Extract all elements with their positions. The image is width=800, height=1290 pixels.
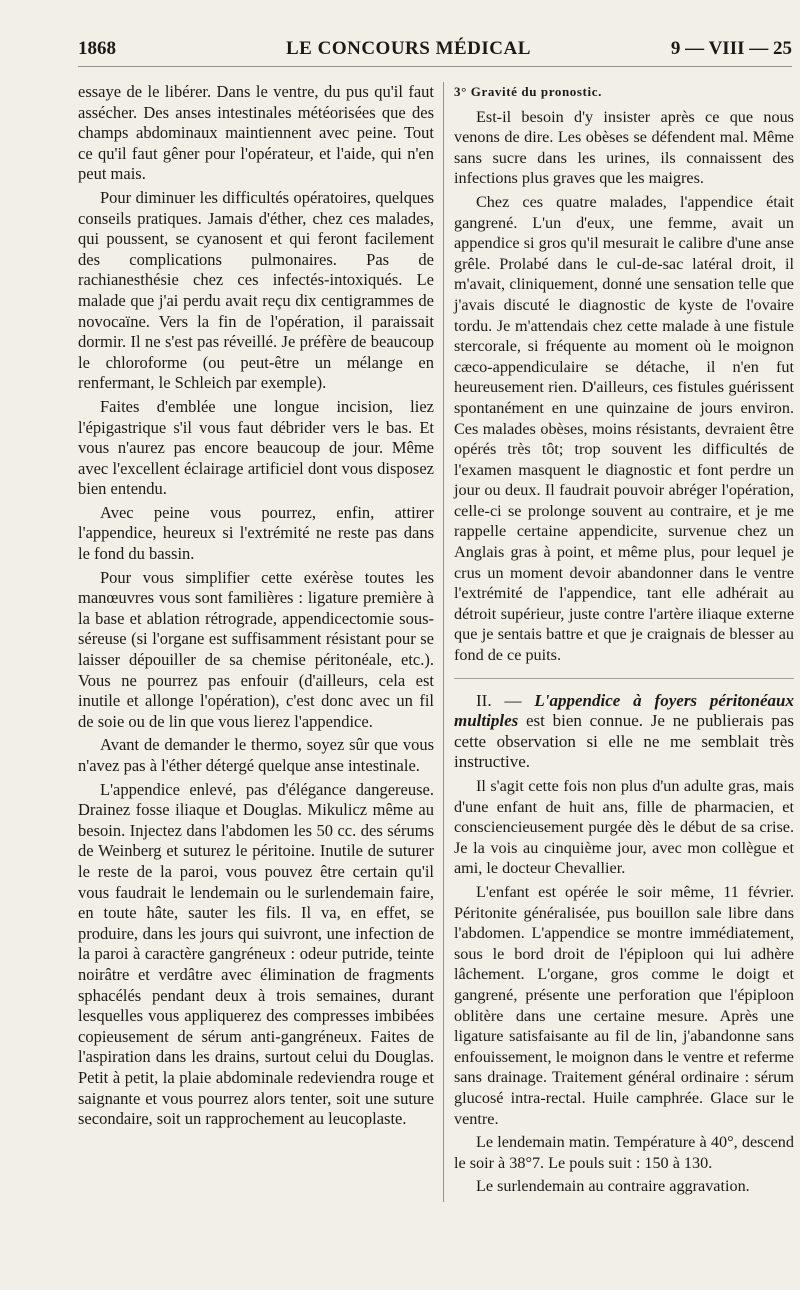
issue-date: 9 — VIII — 25 <box>670 38 792 59</box>
page-header <box>78 34 792 64</box>
section-divider <box>454 678 794 679</box>
journal-title: LE CONCOURS MÉDICAL <box>286 38 531 59</box>
section-title: L'appendice à foyers péritonéaux multiples <box>454 690 794 731</box>
paragraph: L'enfant est opérée le soir même, 11 février. Péritonite généralisée, pus bouillon sale libre dans l'abdomen. L'appendice se montre immédiatement, sous le bord droit de l'épiploon qui lui adhère lâchement. L'organe, gros comme le doigt et gangrené, présente une perforation que l'épiploon oblitère dans une certaine mesure. Après une ligature satisfaisante au fil de lin, j'abandonne sans enfouissement, le moignon dans le ventre et referme sans drainage. Traitement général ordinaire : sérum glucosé intra-rectal. Huile camphrée. Glace sur le ventre. <box>454 882 794 1128</box>
paragraph: Pour vous simplifier cette exérèse toutes les manœuvres vous sont familières : ligature première à la base et ablation rétrograde, appendicectomie sous-séreuse (si l'organe est suffisamment résistant pour se laisser dépouiller de sa chemise péritonéale, etc.). Vous ne pourrez pas enfouir (d'ailleurs, cela est inutile et allonge l'opération), c'est donc avec un fil de soie ou de lin que vous lierez l'appendice. <box>78 567 434 731</box>
page-number: 1868 <box>78 38 116 59</box>
paragraph: Pour diminuer les difficultés opératoires, quelques conseils pratiques. Jamais d'éther, chez ces malades, qui poussent, se cyanosent et qui feront facilement des complications pulmonaires. Pas de rachianesthésie chez ces infectés-intoxiqués. Le malade que j'ai perdu avait reçu dix centigrammes de novocaïne. Vers la fin de l'opération, il paraissait dormir. Il ne s'est pas réveillé. Je préfère de beaucoup le chloroforme (ou peut-être un mélange en renfermant, le Schleich par exemple). <box>78 187 434 393</box>
paragraph: Chez ces quatre malades, l'appendice était gangrené. L'un d'eux, une femme, avait un appendice si gros qu'il mesurait le calibre d'une anse grêle. Prolabé dans le cul-de-sac latéral droit, il m'avait, cliniquement, donné une sensation telle que j'avais discuté le diagnostic de kyste de l'ovaire tordu. Je m'attendais chez cette malade à une fistule stercorale, si fréquente au moment où le moignon cæco-appendiculaire se détache, il n'en fut heureusement rien. D'ailleurs, ces fistules guérissent spontanément en une quinzaine de jours environ. Ces malades obèses, moins résistants, devraient être opérés très tôt; trop souvent les difficultés de l'examen masquent le diagnostic et font perdre un jour ou deux. Il faudrait pouvoir abréger l'opération, celle-ci se prolonge souvent au contraire, et je me rappelle certaine appendicite, survenue chez un Anglais gras à point, et même plus, pour lequel je crus un moment devoir abandonner dans le ventre l'extrémité de l'appendice, tant elle adhérait au détroit supérieur, juste contre l'artère iliaque externe que je sentais battre et que je craignais de blesser au fond de ce puits. <box>454 192 794 665</box>
section-heading-paragraph <box>454 691 794 773</box>
column-divider <box>443 82 444 1202</box>
paragraph: Avant de demander le thermo, soyez sûr que vous n'avez pas à l'éther détergé quelque anse intestinale. <box>78 735 434 775</box>
paragraph: Est-il besoin d'y insister après ce que nous venons de dire. Les obèses se défendent mal. Même sans sucre dans les urines, ils connaissent des infections plus graves que les maigres. <box>454 107 794 188</box>
section-intro: est bien connue. Je ne publierais pas cette observation si elle ne me semblait très instructive. <box>454 711 794 772</box>
section-number: II. — <box>476 690 522 710</box>
subsection-heading: 3° Gravité du pronostic. <box>454 84 602 99</box>
header-rule <box>78 66 792 67</box>
right-column <box>454 82 794 1200</box>
paragraph: Faites d'emblée une longue incision, liez l'épigastrique s'il vous faut débrider vers le bas. Et vous n'aurez pas encore beaucoup de jour. Même avec l'excellent éclairage artificiel dont vous disposez bien entendu. <box>78 396 434 499</box>
paragraph: essaye de le libérer. Dans le ventre, du pus qu'il faut assécher. Des anses intestinales météorisées que des champs abdominaux maintiennent avec peine. Tout ce qu'il faut gêner pour l'opérateur, et l'aide, qui n'en peut mais. <box>78 82 434 184</box>
left-column <box>78 82 434 1133</box>
paragraph: Le surlendemain au contraire aggravation. <box>476 1177 750 1196</box>
paragraph: Avec peine vous pourrez, enfin, attirer l'appendice, heureux si l'extrémité ne reste pas dans le fond du bassin. <box>78 502 434 564</box>
paragraph: L'appendice enlevé, pas d'élégance dangereuse. Drainez fosse iliaque et Douglas. Mikulicz même au besoin. Injectez dans l'abdomen les 50 cc. des sérums de Weinberg et suturez le péritoine. Inutile de suturer le reste de la paroi, vous pouvez être certain qu'il vous faudrait le lendemain ou le surlendemain faire, en toute hâte, sauter les fils. Il va, en effet, se produire, dans les jours qui suivront, une infection de la paroi à caractère gangréneux : odeur putride, teinte noirâtre et verdâtre avec élimination de fragments sphacélés pendant deux à trois semaines, durant lesquelles vous appliquerez des compresses imbibées copieusement de sérum anti-gangréneux. Faites de l'aspiration dans les drains, surtout celui du Douglas. Petit à petit, la plaie abdominale redeviendra rouge et saignante et vous pourrez alors tenter, soit une suture secondaire, soit un rapprochement au leucoplaste. <box>78 779 434 1129</box>
paragraph: Le lendemain matin. Température à 40°, descend le soir à 38°7. Le pouls suit : 150 à 130. <box>454 1133 794 1172</box>
paragraph: Il s'agit cette fois non plus d'un adulte gras, mais d'une enfant de huit ans, fille de pharmacien, et consciencieusement purgée dès le début de sa crise. Je la vois au cinquième jour, avec mon collègue et ami, le docteur Chevallier. <box>454 777 794 878</box>
